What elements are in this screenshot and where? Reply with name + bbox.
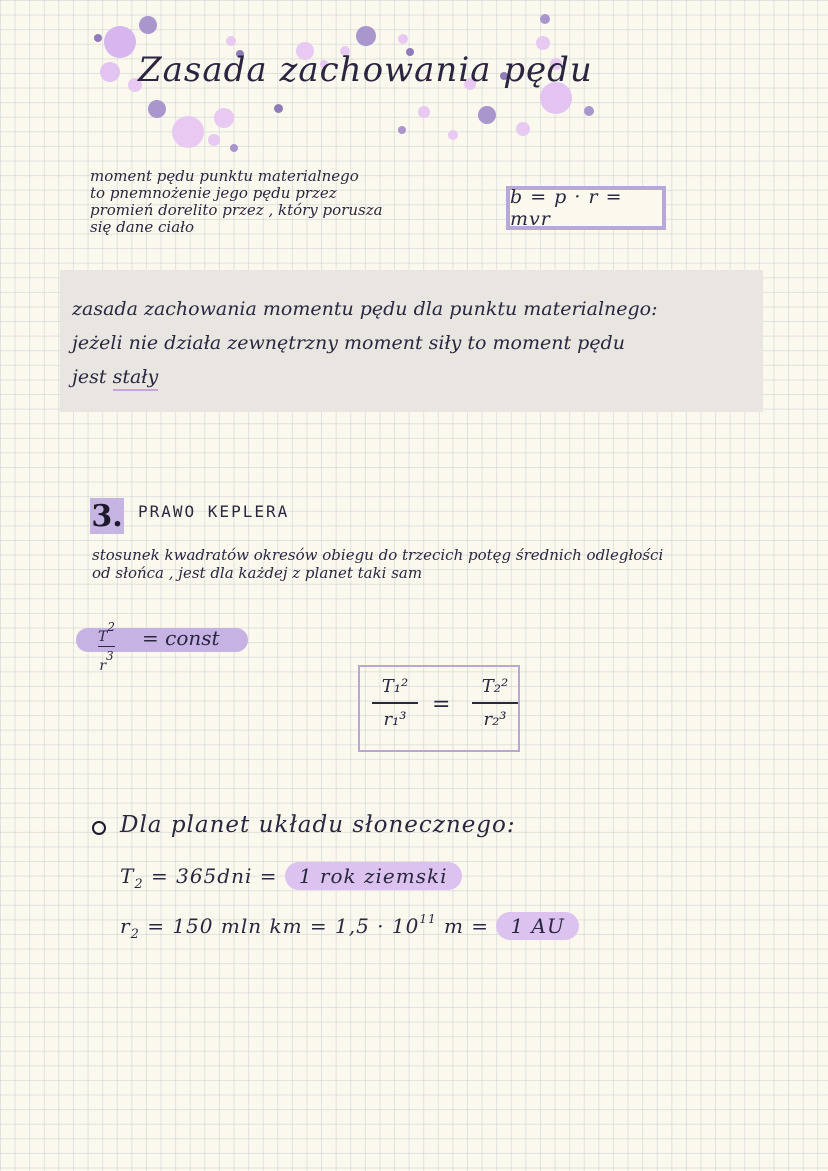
left-denominator: r₁³: [383, 708, 407, 730]
const-text: = const: [142, 626, 220, 650]
decorative-dot: [418, 106, 430, 118]
definition-line: moment pędu punktu materialnego: [90, 167, 359, 185]
conservation-line: [72, 360, 762, 394]
decorative-dot: [172, 116, 204, 148]
distance-exponent: 11: [419, 912, 437, 926]
decorative-dot: [584, 106, 594, 116]
decorative-dot: [536, 36, 550, 50]
fraction-bar: [98, 646, 115, 647]
decorative-dot: [356, 26, 376, 46]
distance-highlight: 1 AU: [496, 912, 578, 940]
conservation-line: zasada zachowania momentu pędu dla punktu materialnego:: [72, 298, 658, 320]
const-numerator: T2: [98, 620, 115, 645]
decorative-dot: [398, 126, 406, 134]
conservation-line-text: jest: [72, 366, 107, 388]
kepler-left-fraction: [372, 676, 418, 730]
definition-line: to pnemnożenie jego pędu przez: [90, 184, 337, 202]
conservation-line: jeżeli nie działa zewnętrzny moment siły to moment pędu: [72, 332, 625, 354]
decorative-dot: [208, 134, 220, 146]
kepler-right-fraction: [472, 676, 518, 730]
decorative-dot: [226, 36, 236, 46]
page-title: Zasada zachowania pędu: [138, 50, 593, 90]
period-row: [120, 862, 462, 892]
distance-unit: m =: [443, 914, 490, 938]
decorative-dot: [448, 130, 458, 140]
angular-momentum-definition: [90, 168, 470, 236]
decorative-dot: [148, 100, 166, 118]
distance-row: [120, 912, 579, 942]
fraction-bar: [472, 702, 518, 704]
decorative-dot: [214, 108, 234, 128]
decorative-dot: [540, 14, 550, 24]
conservation-statement: [72, 292, 762, 394]
definition-line: promień dorelito przez , który porusza: [90, 201, 383, 219]
decorative-dot: [104, 26, 136, 58]
decorative-dot: [274, 104, 283, 113]
fraction-bar: [372, 702, 418, 704]
section-number: 3.: [91, 498, 123, 534]
const-denominator: r3: [99, 649, 114, 674]
kepler-line: stosunek kwadratów okresów obiegu do trzecich potęg średnich odległości: [92, 546, 664, 564]
kepler-statement: [92, 546, 792, 582]
equals-sign: =: [432, 692, 451, 717]
decorative-dot: [100, 62, 120, 82]
angular-momentum-formula: b = p · r = mvr: [510, 186, 623, 230]
solar-system-heading: Dla planet układu słonecznego:: [120, 812, 516, 838]
left-numerator: T₁²: [381, 676, 409, 697]
const-fraction: [98, 620, 115, 673]
distance-var: $r_2$: [120, 914, 140, 942]
period-var: $T_2$: [120, 864, 144, 892]
decorative-dot: [516, 122, 530, 136]
decorative-dot: [94, 34, 102, 42]
definition-line: się dane ciało: [90, 218, 195, 236]
decorative-dot: [139, 16, 157, 34]
right-denominator: r₂³: [483, 708, 507, 730]
circle-bullet-icon: [92, 821, 106, 835]
angular-momentum-formula-box: [506, 186, 666, 230]
right-numerator: T₂²: [481, 676, 509, 697]
period-value: = 365dni =: [150, 864, 278, 888]
period-highlight: 1 rok ziemski: [285, 862, 462, 890]
decorative-dot: [398, 34, 408, 44]
distance-value: = 150 mln km = 1,5 · 10: [147, 914, 420, 938]
section-heading: PRAWO KEPLERA: [138, 502, 290, 521]
highlighted-word: stały: [113, 366, 159, 391]
kepler-line: od słońca , jest dla każdej z planet taki sam: [92, 564, 423, 582]
decorative-dot: [478, 106, 496, 124]
decorative-dot: [230, 144, 238, 152]
